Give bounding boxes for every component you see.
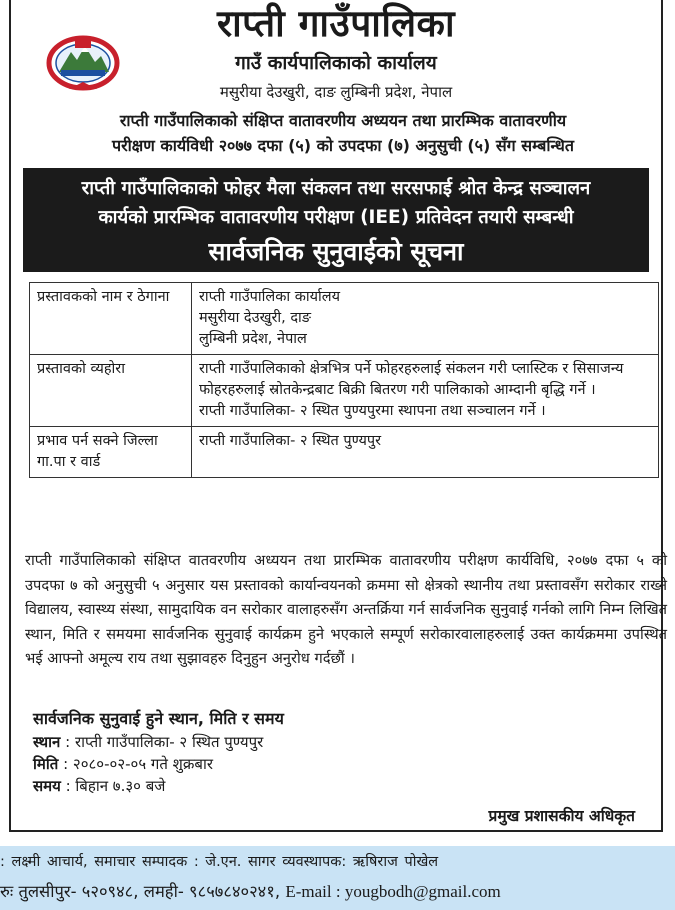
row-key: प्रस्तावकको नाम र ठेगाना (30, 283, 192, 355)
schedule-date (33, 753, 633, 775)
table-row (30, 427, 659, 478)
date-label: मिति (33, 755, 59, 773)
footer-email: E-mail : yougbodh@gmail.com (285, 882, 501, 901)
notice-panel (9, 0, 667, 832)
row-key: प्रभाव पर्न सक्ने जिल्ला गा.पा र वार्ड (30, 427, 192, 478)
proposal-details-table (29, 282, 659, 478)
municipality-title: राप्ती गाउँपालिका (216, 2, 456, 45)
notice-banner (23, 168, 649, 272)
value-line: मसुरीया देउखुरी, दाङ (199, 310, 312, 326)
legal-reference (51, 108, 635, 158)
footer-contact-line (0, 881, 501, 903)
footer-phones: रुः तुलसीपुर- ५२०९४८, लमही- ९८५७८४०२४१, (0, 882, 281, 901)
notice-headline: सार्वजनिक सुनुवाईको सूचना (208, 237, 464, 266)
schedule-time (33, 775, 633, 797)
value-line: राप्ती गाउँपालिकाको क्षेत्रभित्र पर्ने फोहरहरुलाई संकलन गरी प्लास्टिक र सिसाजन्य फोहरहरुलाई स्रोतकेन्द्रबाट बिक्री बितरण गरी पालिकाको आम्दानी बृद्धि गर्ने । (199, 361, 624, 398)
schedule-place (33, 731, 633, 753)
office-address: मसुरीया देउखुरी, दाङ लुम्बिनी प्रदेश, नेपाल (219, 83, 453, 101)
value-line: राप्ती गाउँपालिका- २ स्थित पुण्यपुरमा स्थापना तथा सञ्चालन गर्ने । (199, 403, 546, 419)
row-value (192, 283, 659, 355)
value-line: राप्ती गाउँपालिका- २ स्थित पुण्यपुर (199, 433, 382, 449)
signatory: प्रमुख प्रशासकीय अधिकृत (488, 807, 635, 825)
reference-line-2: परीक्षण कार्यविधी २०७७ दफा (५) को उपदफा (७) अनुसुची (५) सँग सम्बन्धित (112, 136, 574, 155)
hearing-schedule (33, 707, 633, 797)
value-line: लुम्बिनी प्रदेश, नेपाल (199, 331, 307, 347)
newspaper-footer (0, 846, 675, 910)
date-value: : २०८०-०२-०५ गते शुक्रबार (63, 755, 213, 773)
banner-line-2: कार्यको प्रारम्भिक वातावरणीय परीक्षण (IEE) प्रतिवेदन तयारी सम्बन्धी (98, 207, 574, 228)
place-value: : राप्ती गाउँपालिका- २ स्थित पुण्यपुर (65, 733, 264, 751)
time-label: समय (33, 777, 61, 795)
place-label: स्थान (33, 733, 61, 751)
value-line: राप्ती गाउँपालिका कार्यालय (199, 289, 341, 305)
office-name: गाउँ कार्यपालिकाको कार्यालय (235, 52, 437, 74)
notice-body-text: राप्ती गाउँपालिकाको संक्षिप्त वातवरणीय अध्ययन तथा प्रारम्भिक वातावरणीय परीक्षण कार्यविधि, २०७७ दफा ५ को उपदफा ७ को अनुसुची ५ अनुसार यस प्रस्तावको कार्यान्वयनको क्रममा सो क्षेत्रको स्थानीय तथा प्रस्तावसँग सरोकार राख्ने विद्यालय, स्वास्थ्य संस्था, सामुदायिक वन सरोकार वालाहरुसँग अन्तर्क्रिया गर्न सार्वजनिक सुनुवाई गर्नको लागि निम्न लिखित स्थान, मिति र समयमा सार्वजनिक सुनुवाई कार्यक्रम हुने भएकाले सम्पूर्ण सरोकारवालाहरुलाई उक्त कार्यक्रममा उपस्थित भई आफ्नो अमूल्य राय तथा सुझावहरु दिनुहुन अनुरोध गर्दछौं । (25, 552, 667, 667)
table-row (30, 355, 659, 427)
footer-staff-line: : लक्ष्मी आचार्य, समाचार सम्पादक : जे.एन. सागर व्यवस्थापक: ऋषिराज पोखेल (0, 854, 439, 870)
row-key: प्रस्तावको व्यहोरा (30, 355, 192, 427)
row-value (192, 355, 659, 427)
time-value: : बिहान ७.३० बजे (65, 777, 166, 795)
row-value (192, 427, 659, 478)
banner-line-1: राप्ती गाउँपालिकाको फोहर मैला संकलन तथा सरसफाई श्रोत केन्द्र सञ्चालन (81, 178, 591, 199)
reference-line-1: राप्ती गाउँपालिकाको संक्षिप्त वातावरणीय अध्ययन तथा प्रारम्भिक वातावरणीय (119, 111, 567, 130)
schedule-heading: सार्वजनिक सुनुवाई हुने स्थान, मिति र समय (33, 709, 284, 728)
table-row (30, 283, 659, 355)
